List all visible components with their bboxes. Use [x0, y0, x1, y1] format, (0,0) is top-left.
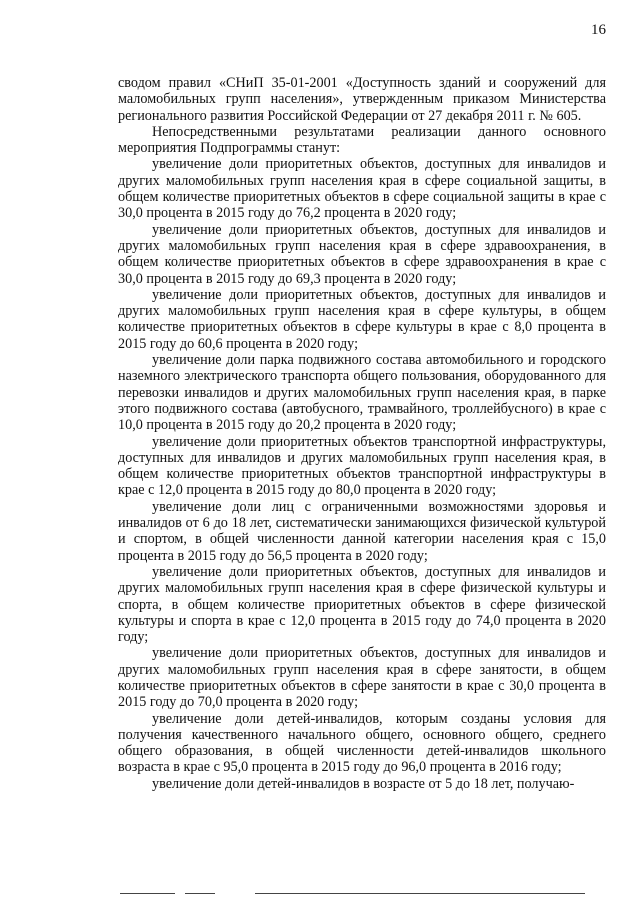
paragraph-continuation: сводом правил «СНиП 35-01-2001 «Доступность зданий и сооружений для маломобильных групп населения», утвержденным приказом Министерства регионального развития Российской Федерации от 27 декабря 2011 г. № 605.: [118, 75, 606, 124]
paragraph-children-partial: увеличение доли детей-инвалидов в возрасте от 5 до 18 лет, получаю-: [152, 775, 575, 792]
footer-rule-segment: [255, 893, 585, 894]
paragraph-transport-infrastructure: увеличение доли приоритетных объектов транспортной инфраструктуры, доступных для инвалидов и других маломобильных групп населения края, в общем количестве приоритетных объектов транспортной инфраструктуры в крае с 12,0 процента в 2015 году до 80,0 процента в 2020 году;: [118, 433, 606, 499]
page-number: 16: [591, 22, 606, 38]
paragraph-culture: увеличение доли приоритетных объектов, доступных для инвалидов и других маломобильных групп населения края в сфере культуры, в общем количестве приоритетных объектов в сфере культуры в крае с 8,0 процента в 2015 году до 60,6 процента в 2020 году;: [118, 286, 606, 352]
paragraph-employment: увеличение доли приоритетных объектов, доступных для инвалидов и других маломобильных групп населения края в сфере занятости, в общем количестве приоритетных объектов в сфере занятости в крае с 30,0 процента в 2015 году до 70,0 процента в 2020 году;: [118, 645, 606, 711]
paragraph-sports-facilities: увеличение доли приоритетных объектов, доступных для инвалидов и других маломобильных групп населения края в сфере физической культуры и спорта, в общем количестве приоритетных объектов в сфере физической культуры и спорта в крае с 12,0 процента в 2015 году до 74,0 процента в 2020 году;: [118, 563, 606, 646]
footer-rule-segment: [120, 893, 175, 894]
footer-rule-segment: [185, 893, 215, 894]
paragraph-transport-fleet: увеличение доли парка подвижного состава автомобильного и городского наземного электрического транспорта общего пользования, оборудованного для перевозки инвалидов и других маломобильных групп населения края, в парке этого подвижного состава (автобусного, трамвайного, троллейбусного) в крае с 10,0 процента в 2015 году до 20,2 процента в 2020 году;: [118, 352, 606, 434]
paragraph-physical-activity: увеличение доли лиц с ограниченными возможностями здоровья и инвалидов от 6 до 18 лет, систематически занимающихся физической культурой и спортом, в общей численности данной категории населения края с 15,0 процента в 2015 году до 56,5 процента в 2020 году;: [118, 498, 606, 564]
paragraph-intro: Непосредственными результатами реализации данного основного мероприятия Подпрограммы станут:: [118, 123, 606, 157]
paragraph-education: увеличение доли детей-инвалидов, которым созданы условия для получения качественного начального общего, основного общего, среднего общего образования, в общей численности детей-инвалидов школьного возраста в крае с 95,0 процента в 2015 году до 96,0 процента в 2016 году;: [118, 710, 606, 776]
paragraph-healthcare: увеличение доли приоритетных объектов, доступных для инвалидов и других маломобильных групп населения края в сфере здравоохранения, в общем количестве приоритетных объектов в сфере здравоохранения в крае с 30,0 процента в 2015 году до 69,3 процента в 2020 году;: [118, 221, 606, 287]
document-body: [118, 75, 606, 792]
paragraph-social-protection: увеличение доли приоритетных объектов, доступных для инвалидов и других маломобильных групп населения края в сфере социальной защиты, в общем количестве приоритетных объектов в сфере социальной защиты в крае с 30,0 процента в 2015 году до 76,2 процента в 2020 году;: [118, 156, 606, 222]
